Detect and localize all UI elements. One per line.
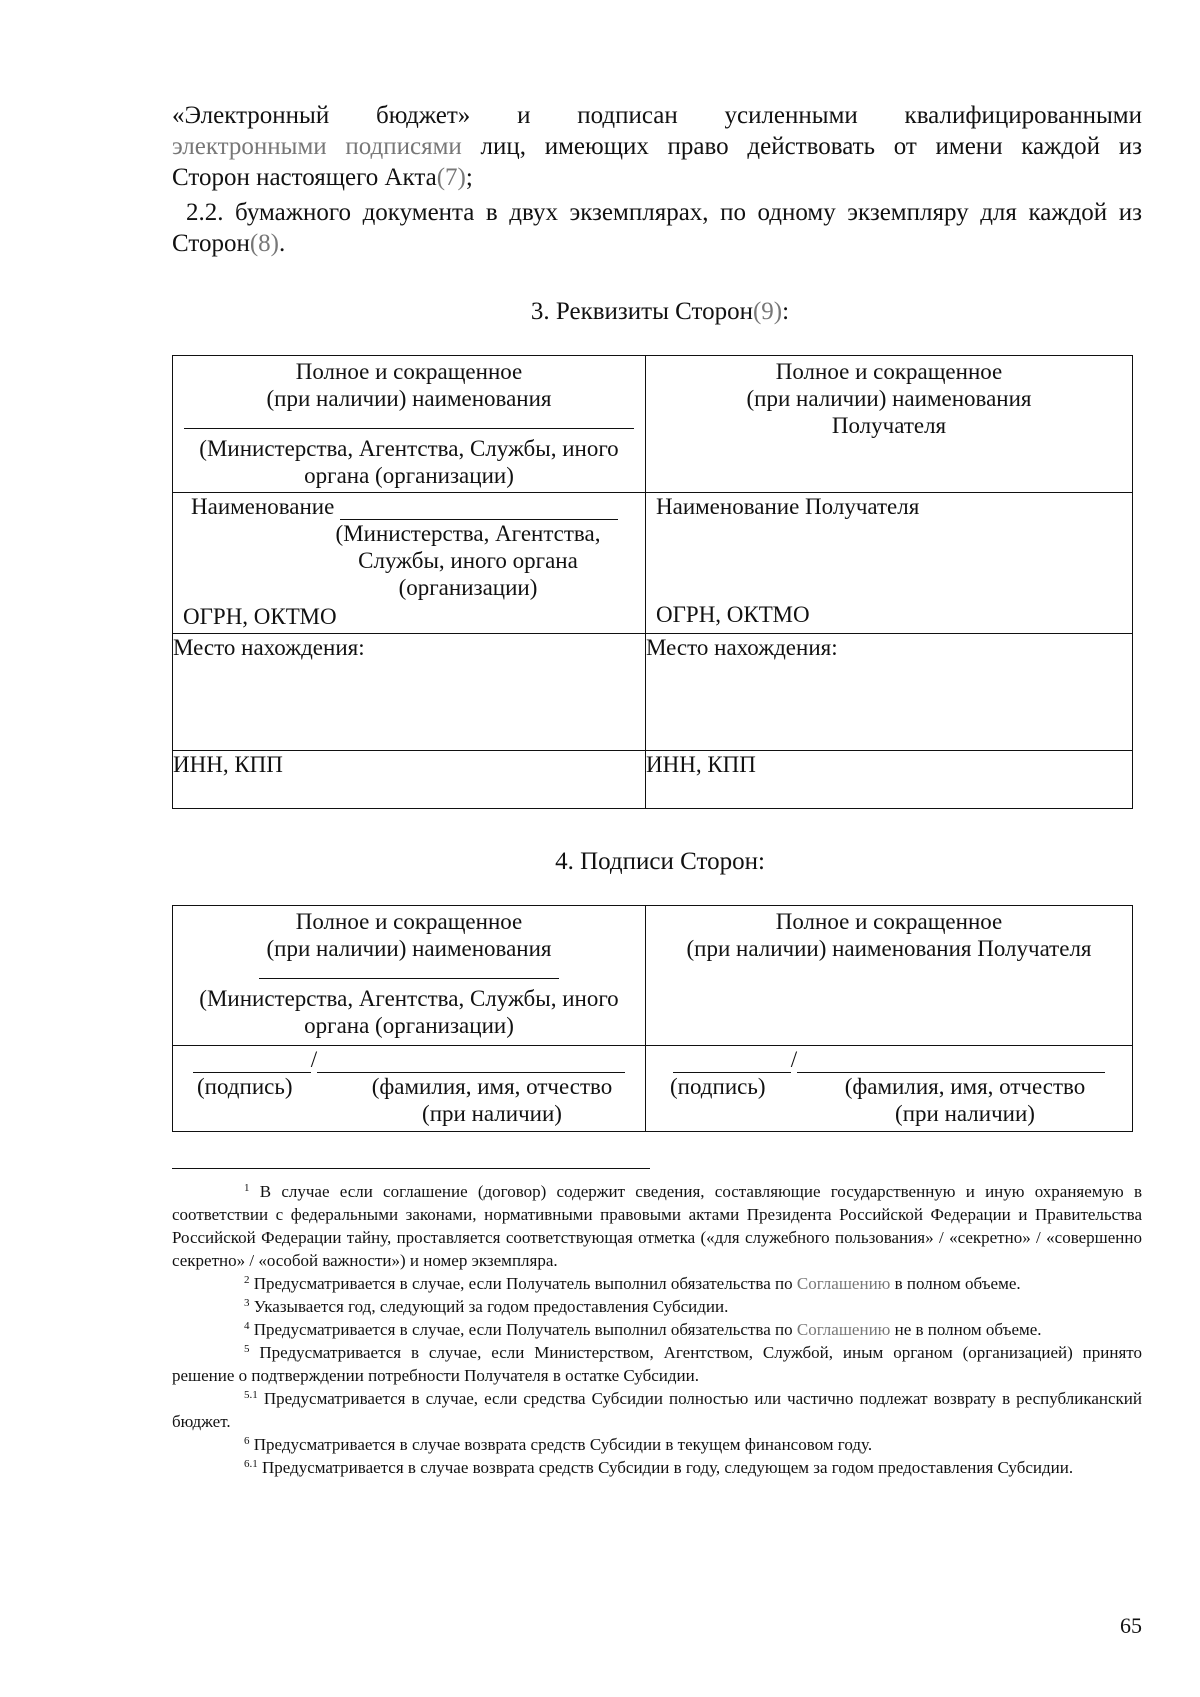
intro-line-3-end: ; bbox=[465, 164, 473, 191]
footnote-5-1-mark: 5.1 bbox=[244, 1389, 258, 1401]
left-header-underline-wrap bbox=[173, 416, 645, 429]
requisites-table bbox=[172, 355, 1133, 809]
footnote-6-1 bbox=[172, 1456, 1142, 1479]
requisites-location-row bbox=[173, 634, 1133, 751]
right-ogrn-oktmo: ОГРН, ОКТМО bbox=[656, 602, 810, 627]
footnote-5-mark: 5 bbox=[244, 1343, 250, 1355]
left-signature-cell bbox=[173, 1046, 646, 1132]
left-header-note-2: органа (организации) bbox=[304, 463, 514, 488]
section-3-heading bbox=[60, 296, 1200, 327]
footnote-2-mark: 2 bbox=[244, 1274, 250, 1286]
signatures-left-header bbox=[173, 906, 646, 1046]
right-signature-labels bbox=[646, 1073, 1132, 1127]
section-3-title-end: : bbox=[782, 298, 790, 325]
footnote-4-mark: 4 bbox=[244, 1320, 250, 1332]
footnote-separator bbox=[172, 1168, 650, 1169]
intro-line-3-text: Сторон настоящего Акта bbox=[172, 164, 437, 191]
footnote-2-text-b: в полном объеме. bbox=[890, 1274, 1021, 1293]
requisites-right-name-cell bbox=[646, 493, 1133, 634]
footnote-4-text-a: Предусматривается в случае, если Получатель выполнил обязательства по bbox=[253, 1320, 797, 1339]
footnote-1-mark: 1 bbox=[244, 1182, 250, 1194]
footnote-3-mark: 3 bbox=[244, 1297, 250, 1309]
electronic-signatures-link[interactable]: электронными подписями bbox=[172, 133, 462, 160]
sig-right-header-line-2: (при наличии) наименования Получателя bbox=[686, 936, 1092, 961]
footnote-ref-8[interactable]: (8) bbox=[249, 230, 279, 257]
intro-line-3 bbox=[172, 162, 1142, 193]
left-fio-label bbox=[357, 1073, 627, 1127]
right-header-line-3: Получателя bbox=[831, 413, 947, 438]
ministry-name-underline bbox=[184, 416, 634, 429]
left-fio-line-2: (при наличии) bbox=[422, 1101, 562, 1126]
left-ogrn-oktmo: ОГРН, ОКТМО bbox=[183, 604, 337, 629]
requisites-header-row bbox=[173, 356, 1133, 493]
section-4-heading bbox=[60, 846, 1200, 877]
footnote-1-text: В случае если соглашение (договор) содержит сведения, составляющие государственную и иную охраняемую в соответствии с федеральными законами, нормативными правовыми актами Президента Российской Федерации и Правительства Российской Федерации тайну, проставляется соответствующая отметка («для служебного пользования» / «секретно» / «совершенно секретно» / «особой важности») и номер экземпляра. bbox=[172, 1182, 1143, 1270]
left-header-line-2: (при наличии) наименования bbox=[266, 386, 552, 411]
intro-line-2 bbox=[172, 131, 1142, 162]
footnote-2-agreement-link[interactable]: Соглашению bbox=[796, 1274, 891, 1293]
left-signature-labels bbox=[173, 1073, 645, 1127]
page-number: 65 bbox=[1120, 1613, 1142, 1638]
sig-right-header-line-1: Полное и сокращенное bbox=[775, 909, 1003, 934]
right-signature-line bbox=[673, 1050, 791, 1073]
footnote-6-1-text: Предусматривается в случае возврата средств Субсидии в году, следующем за годом предоставления Субсидии. bbox=[262, 1458, 1074, 1477]
right-fio-line-1: (фамилия, имя, отчество bbox=[844, 1074, 1086, 1099]
footnote-6 bbox=[172, 1433, 1142, 1456]
footnote-6-mark: 6 bbox=[244, 1435, 250, 1447]
section-4-title: 4. Подписи Сторон: bbox=[555, 848, 765, 875]
sig-left-header-line-2: (при наличии) наименования bbox=[266, 936, 552, 961]
footnote-4 bbox=[172, 1318, 1142, 1341]
right-signature-cell bbox=[646, 1046, 1133, 1132]
footnote-5-1 bbox=[172, 1387, 1142, 1433]
signatures-table bbox=[172, 905, 1133, 1132]
sig-left-header-note-1: (Министерства, Агентства, Службы, иного bbox=[199, 986, 619, 1011]
footnote-6-1-mark: 6.1 bbox=[244, 1458, 258, 1470]
intro-line-2-rest: лиц, имеющих право действовать от имени каждой из bbox=[461, 133, 1142, 160]
footnote-5-1-text: Предусматривается в случае, если средства Субсидии полностью или частично подлежат возврату в республиканский бюджет. bbox=[172, 1389, 1143, 1431]
left-signature-slash: / bbox=[310, 1047, 318, 1072]
left-sign-label: (подпись) bbox=[197, 1074, 293, 1099]
signatures-header-row bbox=[173, 906, 1133, 1046]
footnote-ref-9[interactable]: (9) bbox=[752, 298, 783, 325]
sig-left-header-line-1: Полное и сокращенное bbox=[295, 909, 523, 934]
right-signature-line-row bbox=[646, 1046, 1132, 1073]
signatures-sign-row bbox=[173, 1046, 1133, 1132]
left-signature-line-row bbox=[173, 1046, 645, 1073]
section-3-title: 3. Реквизиты Сторон bbox=[530, 298, 753, 325]
requisites-inn-row bbox=[173, 751, 1133, 809]
left-fio-line-1: (фамилия, имя, отчество bbox=[371, 1074, 613, 1099]
item-2-2 bbox=[172, 197, 1142, 259]
left-name-label: Наименование bbox=[191, 494, 335, 519]
left-name-note bbox=[173, 520, 603, 601]
intro-paragraph bbox=[172, 100, 1142, 193]
left-header-note-1: (Министерства, Агентства, Службы, иного bbox=[199, 436, 619, 461]
footnote-4-agreement-link[interactable]: Соглашению bbox=[796, 1320, 891, 1339]
footnote-3-text: Указывается год, следующий за годом предоставления Субсидии. bbox=[253, 1297, 729, 1316]
item-2-2-end: . bbox=[278, 230, 286, 257]
left-header-line-1: Полное и сокращенное bbox=[295, 359, 523, 384]
footnote-5 bbox=[172, 1341, 1142, 1387]
right-sign-label: (подпись) bbox=[670, 1074, 766, 1099]
footnotes bbox=[172, 1180, 1142, 1479]
footnote-3 bbox=[172, 1295, 1142, 1318]
left-signature-line bbox=[193, 1050, 311, 1073]
right-location: Место нахождения: bbox=[646, 634, 1133, 751]
left-name-row bbox=[173, 493, 645, 520]
right-fio-line-2: (при наличии) bbox=[895, 1101, 1035, 1126]
requisites-left-name-cell bbox=[173, 493, 646, 634]
right-header-line-2: (при наличии) наименования bbox=[746, 386, 1032, 411]
sig-left-underline-wrap bbox=[173, 966, 645, 979]
left-name-note-3: (организации) bbox=[398, 575, 538, 600]
footnote-5-text: Предусматривается в случае, если Министерством, Агентством, Службой, иным органом (организацией) принято решение о подтверждении потребности Получателя в остатке Субсидии. bbox=[172, 1343, 1143, 1385]
intro-line-1: «Электронный бюджет» и подписан усиленными квалифицированными bbox=[172, 102, 1142, 129]
requisites-right-header bbox=[646, 356, 1133, 493]
sig-left-header-note-2: органа (организации) bbox=[304, 1013, 514, 1038]
sig-ministry-name-underline bbox=[259, 966, 559, 979]
footnote-ref-7[interactable]: (7) bbox=[436, 164, 466, 191]
left-location: Место нахождения: bbox=[173, 634, 646, 751]
right-fio-line bbox=[797, 1050, 1105, 1073]
footnote-6-text: Предусматривается в случае возврата средств Субсидии в текущем финансовом году. bbox=[253, 1435, 873, 1454]
left-name-underline bbox=[340, 497, 618, 520]
footnote-1 bbox=[172, 1180, 1142, 1272]
requisites-left-header bbox=[173, 356, 646, 493]
right-header-line-1: Полное и сокращенное bbox=[775, 359, 1003, 384]
footnote-2-text-a: Предусматривается в случае, если Получатель выполнил обязательства по bbox=[253, 1274, 797, 1293]
footnote-2 bbox=[172, 1272, 1142, 1295]
right-name-label: Наименование Получателя bbox=[656, 494, 920, 519]
left-name-note-1: (Министерства, Агентства, bbox=[335, 521, 601, 546]
left-name-note-2: Службы, иного органа bbox=[358, 548, 578, 573]
right-inn-kpp: ИНН, КПП bbox=[646, 751, 1133, 809]
signatures-right-header bbox=[646, 906, 1133, 1046]
footnote-4-text-b: не в полном объеме. bbox=[890, 1320, 1042, 1339]
requisites-name-row bbox=[173, 493, 1133, 634]
left-fio-line bbox=[317, 1050, 625, 1073]
right-fio-label bbox=[830, 1073, 1100, 1127]
left-inn-kpp: ИНН, КПП bbox=[173, 751, 646, 809]
right-signature-slash: / bbox=[790, 1047, 798, 1072]
item-2-2-text: 2.2. бумажного документа в двух экземплярах, по одному экземпляру для каждой из Сторон bbox=[172, 199, 1142, 257]
